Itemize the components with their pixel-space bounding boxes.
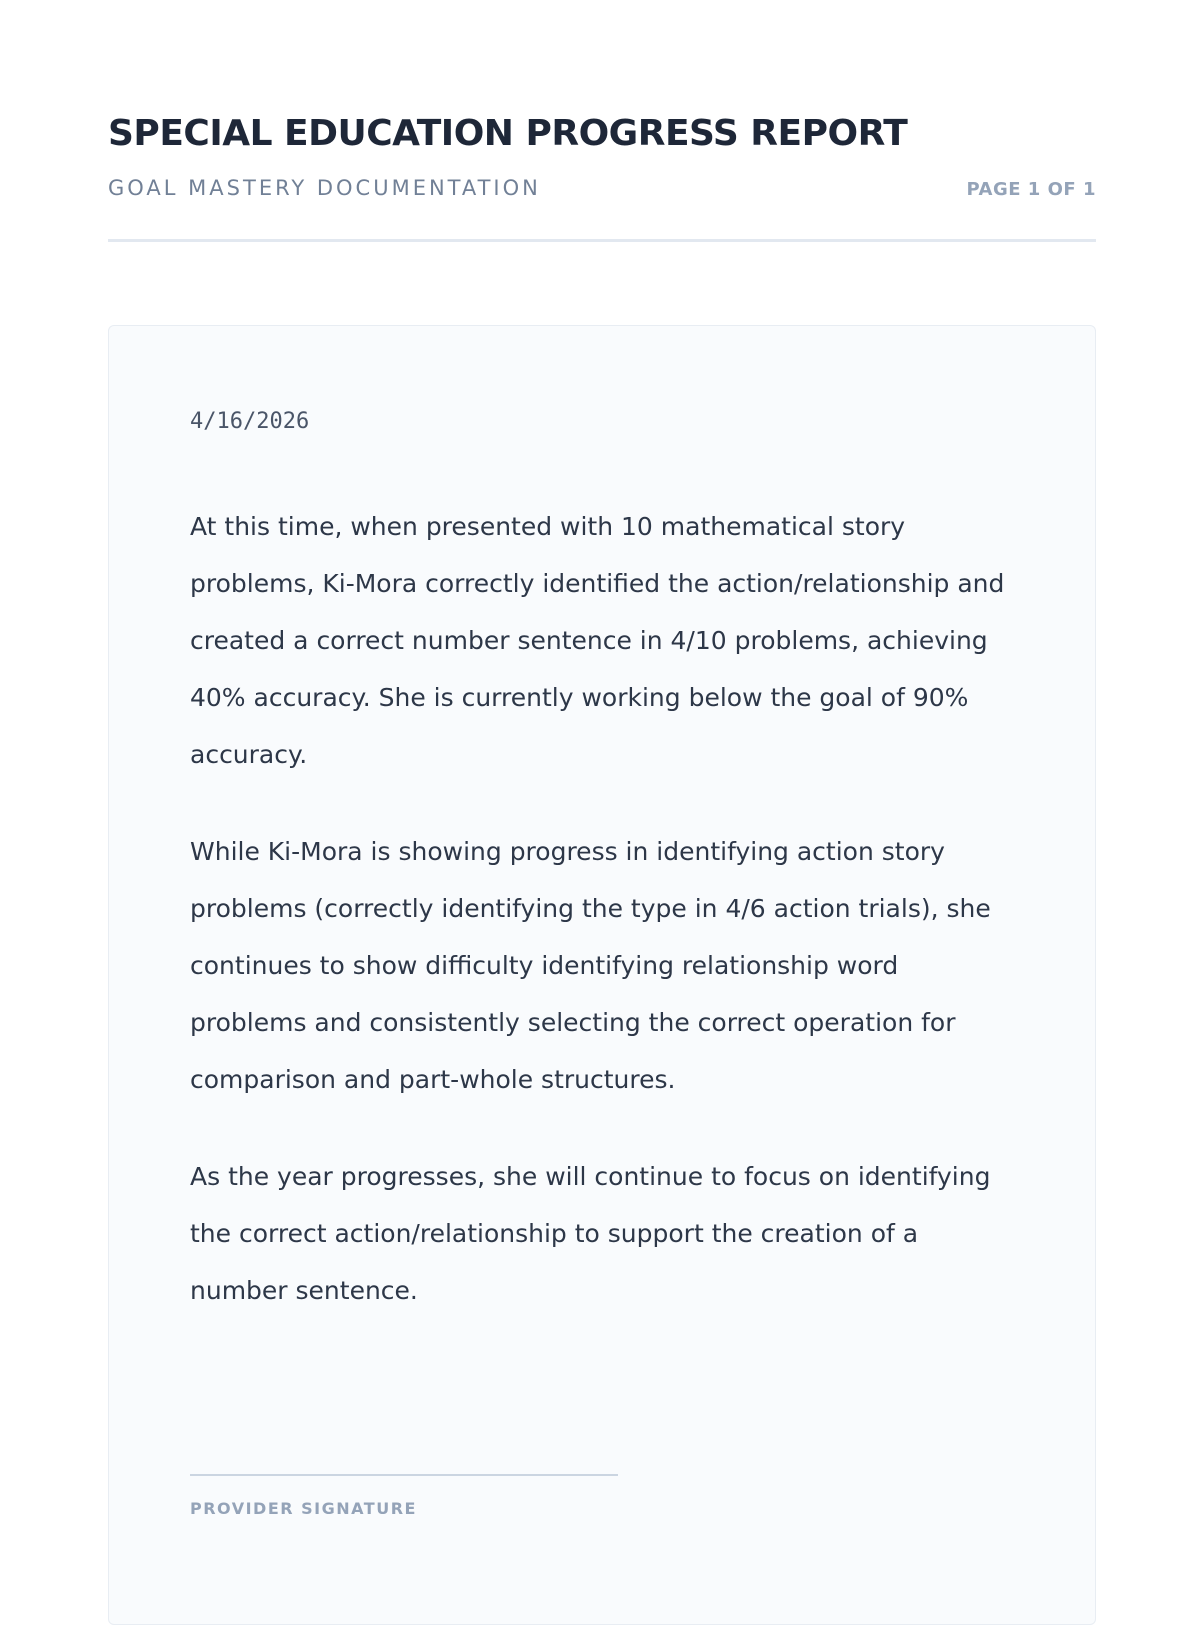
progress-narrative	[190, 498, 1010, 1359]
report-date: 4/16/2026	[190, 409, 310, 434]
narrative-paragraph-3: As the year progresses, she will continue to focus on identifying the correct action/relationship to support the creation of a number sentence.	[190, 1162, 991, 1305]
narrative-paragraph-2: While Ki-Mora is showing progress in identifying action story problems (correctly identifying the type in 4/6 action trials), she continues to show difficulty identifying relationship word problems and consistently selecting the correct operation for comparison and part-whole structures.	[190, 837, 991, 1094]
narrative-paragraph-1: At this time, when presented with 10 mathematical story problems, Ki-Mora correctly identified the action/relationship and created a correct number sentence in 4/10 problems, achieving 40% accuracy. She is currently working below the goal of 90% accuracy.	[190, 512, 1005, 769]
page-indicator: PAGE 1 OF 1	[966, 179, 1096, 200]
signature-label: PROVIDER SIGNATURE	[190, 1499, 417, 1518]
report-header	[108, 108, 1096, 242]
progress-note-card	[108, 325, 1096, 1625]
signature-line	[190, 1474, 618, 1476]
report-subtitle: GOAL MASTERY DOCUMENTATION	[108, 176, 541, 200]
report-title: SPECIAL EDUCATION PROGRESS REPORT	[108, 113, 908, 154]
